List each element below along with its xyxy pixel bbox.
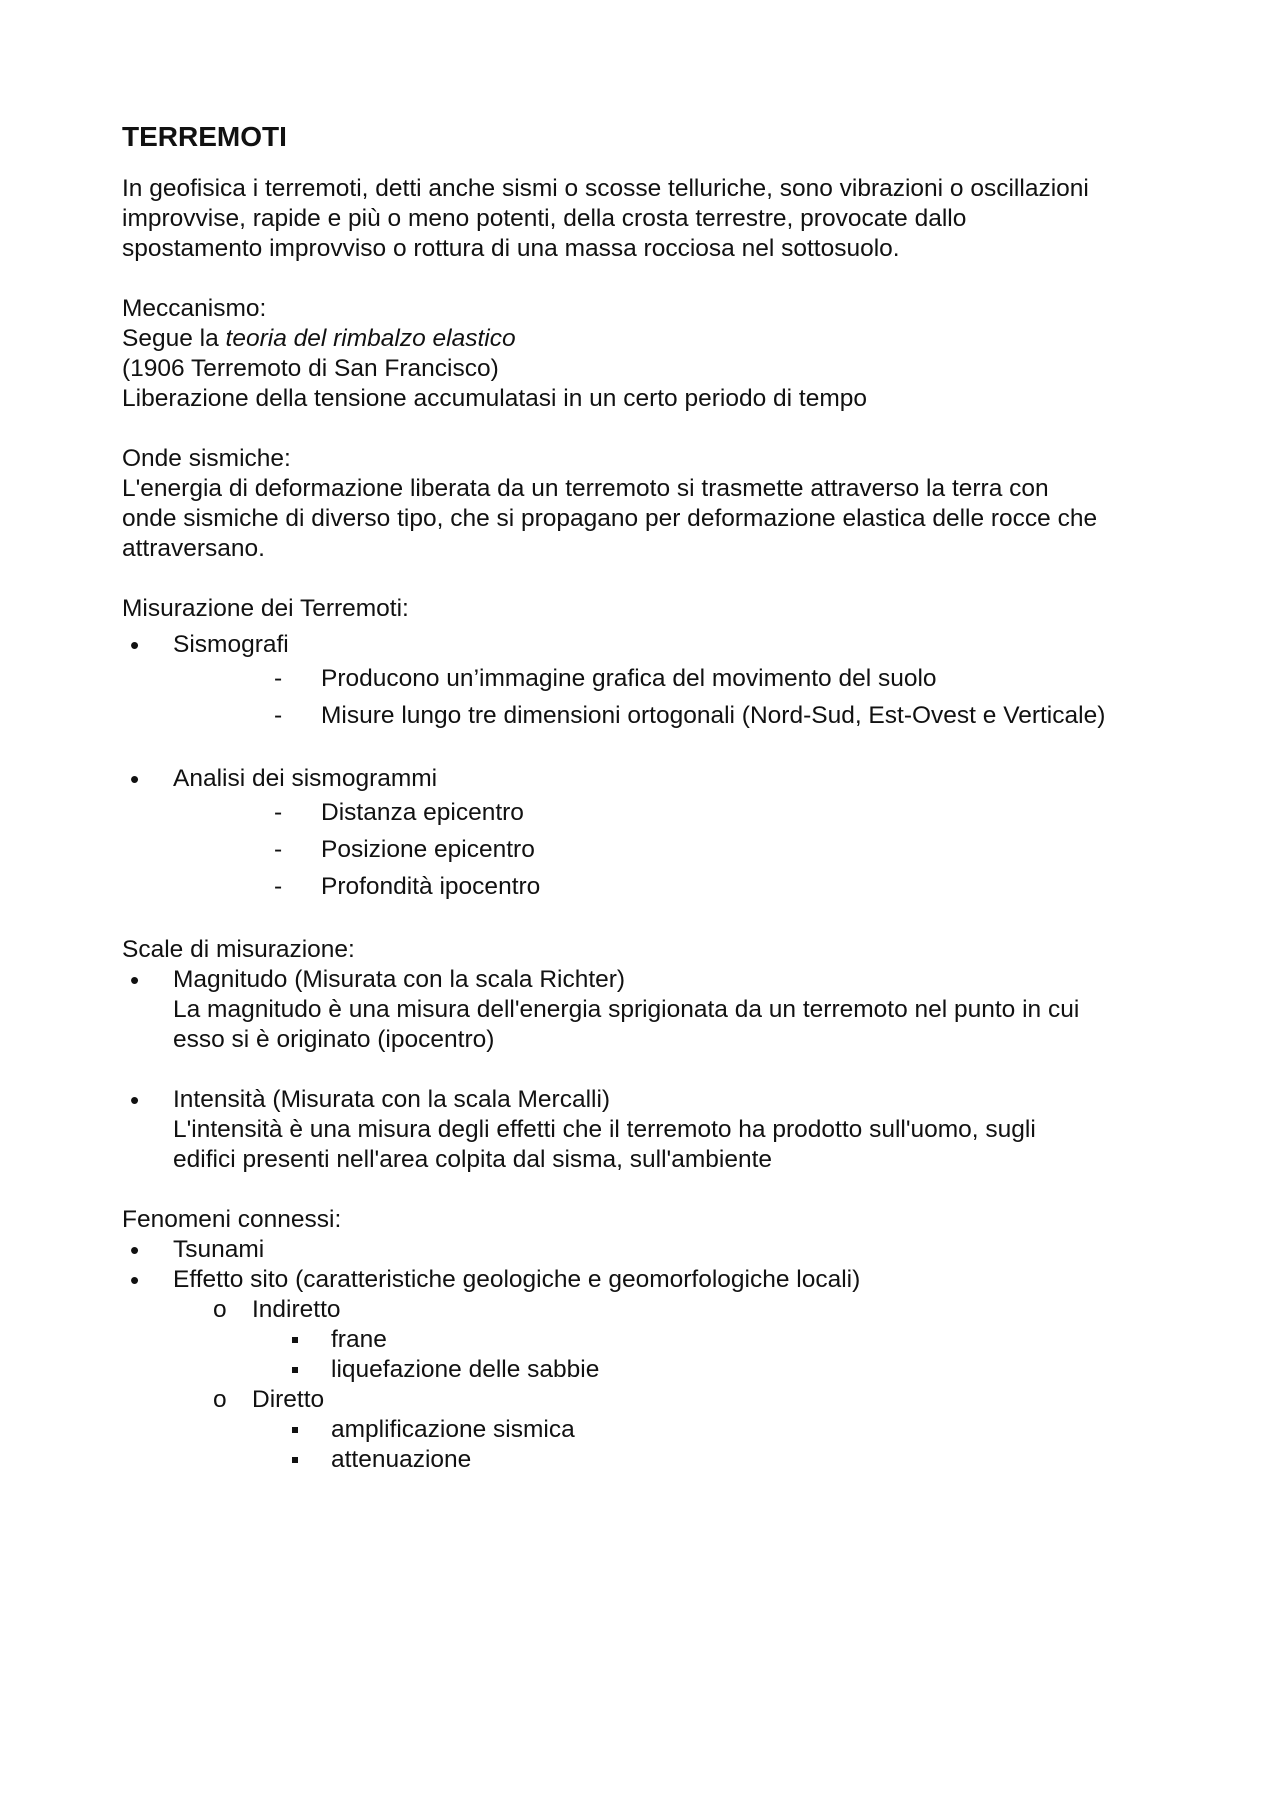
sub-list-item: - Profondità ipocentro: [274, 868, 1182, 905]
sub-list: [274, 660, 1182, 734]
sub-list-item: - Producono un’immagine grafica del movimento del suolo: [274, 660, 1182, 697]
list-item-label: • Sismografi: [173, 631, 289, 658]
list-item-desc: esso si è originato (ipocentro): [173, 1026, 495, 1053]
onde-line: L'energia di deformazione liberata da un terremoto si trasmette attraverso la terra con: [122, 475, 1049, 502]
sub-sub-list: [292, 1325, 1182, 1385]
meccanismo-release-line: Liberazione della tensione accumulatasi in un certo periodo di tempo: [122, 385, 867, 412]
list-item: [122, 1265, 1182, 1475]
fenomeni-heading: Fenomeni connessi:: [122, 1206, 342, 1233]
sub-list: [213, 1295, 1182, 1475]
meccanismo-heading: Meccanismo:: [122, 295, 267, 322]
sub-sub-list: [292, 1415, 1182, 1475]
list-item: [122, 1235, 1182, 1265]
intro-line: spostamento improvviso o rottura di una massa rocciosa nel sottosuolo.: [122, 235, 900, 262]
sub-list: [274, 794, 1182, 905]
sub-sub-list-item: amplificazione sismica: [292, 1415, 1182, 1445]
list-item-desc: L'intensità è una misura degli effetti che il terremoto ha prodotto sull'uomo, sugli: [173, 1116, 1036, 1143]
list-item: [122, 965, 1182, 1055]
intro-line: In geofisica i terremoti, detti anche sismi o scosse telluriche, sono vibrazioni o oscillazioni: [122, 175, 1089, 202]
misurazione-section: [122, 594, 1182, 905]
misurazione-list: [122, 630, 1182, 905]
meccanismo-theory-prefix: Segue la: [122, 325, 226, 352]
page-title: TERREMOTI: [122, 121, 287, 152]
list-item: [122, 1085, 1182, 1175]
sub-sub-list-item: frane: [292, 1325, 1182, 1355]
sub-list-item: [213, 1295, 1182, 1385]
list-item: [122, 630, 1182, 734]
sub-list-item-label: o Diretto: [252, 1386, 325, 1413]
sub-list-item: - Distanza epicentro: [274, 794, 1182, 831]
onde-line: attraversano.: [122, 535, 265, 562]
list-item: [122, 764, 1182, 905]
fenomeni-section: [122, 1205, 1182, 1475]
list-item-label: • Analisi dei sismogrammi: [173, 765, 438, 792]
meccanismo-year-line: (1906 Terremoto di San Francisco): [122, 355, 499, 382]
misurazione-heading: Misurazione dei Terremoti:: [122, 595, 409, 622]
sub-list-item: - Misure lungo tre dimensioni ortogonali (Nord-Sud, Est-Ovest e Verticale): [274, 697, 1182, 734]
scale-section: [122, 935, 1182, 1175]
fenomeni-list: [122, 1235, 1182, 1475]
intro-line: improvvise, rapide e più o meno potenti, della crosta terrestre, provocate dallo: [122, 205, 967, 232]
list-item-desc: edifici presenti nell'area colpita dal sisma, sull'ambiente: [173, 1146, 773, 1173]
scale-heading: Scale di misurazione:: [122, 936, 355, 963]
meccanismo-theory-name: teoria del rimbalzo elastico: [225, 325, 516, 352]
list-item-label: • Tsunami: [173, 1236, 265, 1263]
sub-list-item: [213, 1385, 1182, 1475]
document-page: [122, 120, 1182, 1505]
scale-list: [122, 965, 1182, 1175]
list-item-label: • Effetto sito (caratteristiche geologiche e geomorfologiche locali): [173, 1266, 861, 1293]
list-item-label: • Magnitudo (Misurata con la scala Richter): [173, 966, 626, 993]
meccanismo-section: [122, 294, 1182, 414]
sub-list-item-label: o Indiretto: [252, 1296, 341, 1323]
sub-list-item: - Posizione epicentro: [274, 831, 1182, 868]
onde-section: [122, 444, 1182, 564]
list-item-label: • Intensità (Misurata con la scala Mercalli): [173, 1086, 611, 1113]
sub-sub-list-item: attenuazione: [292, 1445, 1182, 1475]
list-item-desc: La magnitudo è una misura dell'energia sprigionata da un terremoto nel punto in cui: [173, 996, 1080, 1023]
intro-paragraph: [122, 174, 1182, 264]
onde-line: onde sismiche di diverso tipo, che si propagano per deformazione elastica delle rocce che: [122, 505, 1098, 532]
meccanismo-theory-line: [122, 324, 1182, 354]
sub-sub-list-item: liquefazione delle sabbie: [292, 1355, 1182, 1385]
onde-heading: Onde sismiche:: [122, 445, 291, 472]
